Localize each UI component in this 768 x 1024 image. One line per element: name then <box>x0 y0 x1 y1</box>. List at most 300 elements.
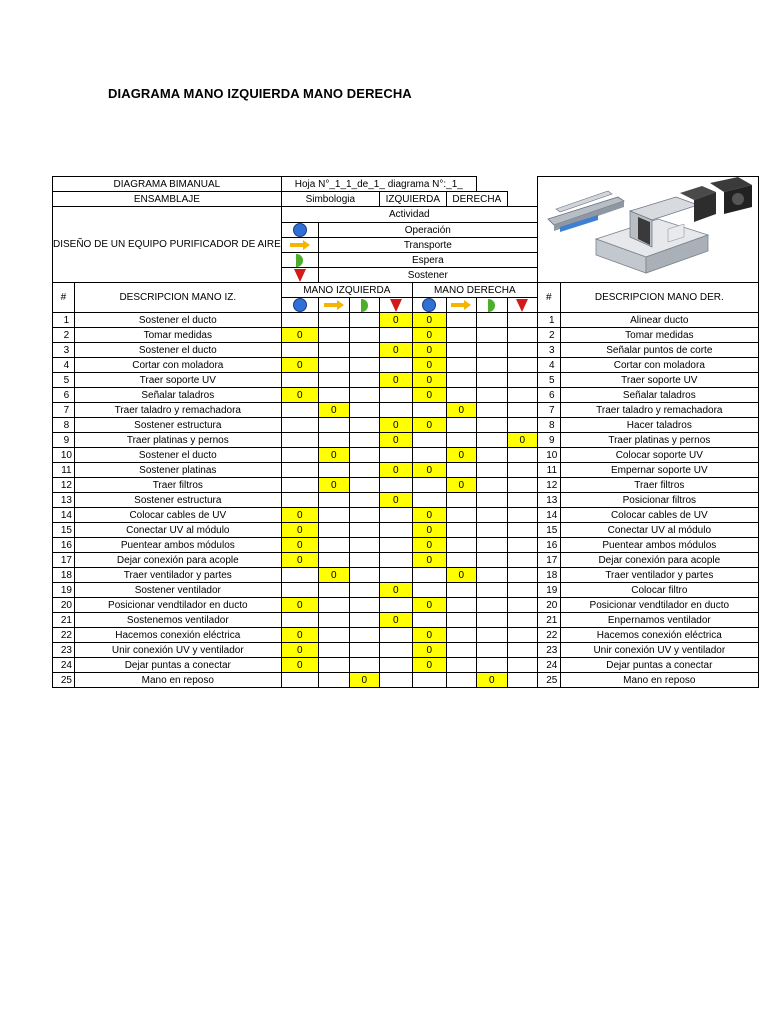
diagram-type: DIAGRAMA BIMANUAL <box>53 177 282 192</box>
derecha-label: DERECHA <box>446 192 507 207</box>
left-wait-cell <box>349 388 379 403</box>
row-number-left: 3 <box>53 343 75 358</box>
right-operation-cell: 0 <box>412 598 446 613</box>
row-number-left: 10 <box>53 448 75 463</box>
legend-operation-label: Operación <box>318 223 537 238</box>
table-row <box>53 448 759 463</box>
row-number-right: 6 <box>537 388 560 403</box>
right-hold-cell <box>507 553 537 568</box>
left-hold-cell <box>379 643 412 658</box>
right-hold-cell <box>507 538 537 553</box>
row-number-left: 5 <box>53 373 75 388</box>
left-wait-cell <box>349 463 379 478</box>
left-hand-description: Mano en reposo <box>74 673 281 688</box>
right-operation-cell: 0 <box>412 538 446 553</box>
col-desc-left: DESCRIPCION MANO IZ. <box>74 283 281 313</box>
row-number-right: 14 <box>537 508 560 523</box>
right-hold-cell <box>507 568 537 583</box>
right-transport-cell <box>446 508 476 523</box>
right-wait-cell <box>476 448 507 463</box>
row-number-right: 22 <box>537 628 560 643</box>
left-hold-cell: 0 <box>379 373 412 388</box>
right-wait-cell <box>476 583 507 598</box>
right-hand-description: Traer taladro y remachadora <box>560 403 758 418</box>
left-operation-cell <box>281 343 318 358</box>
left-hand-description: Hacemos conexión eléctrica <box>74 628 281 643</box>
page-title: DIAGRAMA MANO IZQUIERDA MANO DERECHA <box>108 86 412 101</box>
left-hold-col <box>379 298 412 313</box>
right-wait-cell <box>476 358 507 373</box>
left-operation-cell: 0 <box>281 553 318 568</box>
left-hold-cell: 0 <box>379 493 412 508</box>
left-operation-cell <box>281 478 318 493</box>
left-transport-cell <box>318 463 349 478</box>
left-transport-cell <box>318 643 349 658</box>
row-number-left: 24 <box>53 658 75 673</box>
purifier-render-svg <box>538 177 758 279</box>
operation-circle-icon <box>293 223 307 237</box>
left-operation-cell <box>281 448 318 463</box>
left-hand-description: Sostener el ducto <box>74 448 281 463</box>
right-hold-cell <box>507 583 537 598</box>
table-row <box>53 388 759 403</box>
left-wait-cell <box>349 433 379 448</box>
right-hand-description: Posicionar filtros <box>560 493 758 508</box>
left-hand-description: Sostener ventilador <box>74 583 281 598</box>
right-transport-cell <box>446 328 476 343</box>
izquierda-label: IZQUIERDA <box>379 192 446 207</box>
right-wait-cell <box>476 643 507 658</box>
right-transport-cell: 0 <box>446 403 476 418</box>
table-row <box>53 508 759 523</box>
row-number-right: 19 <box>537 583 560 598</box>
row-number-left: 11 <box>53 463 75 478</box>
right-hand-description: Conectar UV al módulo <box>560 523 758 538</box>
row-number-right: 9 <box>537 433 560 448</box>
right-transport-cell <box>446 433 476 448</box>
left-operation-cell: 0 <box>281 538 318 553</box>
right-operation-cell <box>412 583 446 598</box>
right-hold-cell: 0 <box>507 433 537 448</box>
right-wait-cell <box>476 433 507 448</box>
right-hand-description: Traer soporte UV <box>560 373 758 388</box>
left-wait-cell <box>349 628 379 643</box>
right-transport-cell <box>446 463 476 478</box>
right-wait-cell: 0 <box>476 673 507 688</box>
left-hold-cell: 0 <box>379 418 412 433</box>
right-wait-cell <box>476 463 507 478</box>
left-operation-cell <box>281 403 318 418</box>
table-row <box>53 673 759 688</box>
right-transport-cell <box>446 643 476 658</box>
legend-hold-symbol <box>281 268 318 283</box>
right-hold-cell <box>507 658 537 673</box>
right-operation-cell <box>412 433 446 448</box>
row-number-left: 15 <box>53 523 75 538</box>
left-operation-cell <box>281 613 318 628</box>
table-row <box>53 568 759 583</box>
right-wait-cell <box>476 493 507 508</box>
left-hand-description: Sostener estructura <box>74 493 281 508</box>
operation-circle-icon <box>293 298 307 312</box>
left-wait-cell <box>349 568 379 583</box>
left-hand-description: Sostener el ducto <box>74 313 281 328</box>
row-number-right: 12 <box>537 478 560 493</box>
row-number-right: 8 <box>537 418 560 433</box>
left-hold-cell <box>379 328 412 343</box>
row-number-left: 23 <box>53 643 75 658</box>
right-hand-description: Posicionar vendtilador en ducto <box>560 598 758 613</box>
right-wait-cell <box>476 508 507 523</box>
left-transport-cell: 0 <box>318 568 349 583</box>
left-hand-description: Cortar con moladora <box>74 358 281 373</box>
right-wait-cell <box>476 373 507 388</box>
left-transport-cell: 0 <box>318 478 349 493</box>
left-operation-cell <box>281 373 318 388</box>
left-operation-cell: 0 <box>281 643 318 658</box>
col-num-right: # <box>537 283 560 313</box>
left-transport-cell <box>318 418 349 433</box>
right-hand-description: Tomar medidas <box>560 328 758 343</box>
row-number-right: 20 <box>537 598 560 613</box>
right-hold-cell <box>507 403 537 418</box>
left-wait-cell <box>349 658 379 673</box>
left-wait-cell: 0 <box>349 673 379 688</box>
table-row <box>53 478 759 493</box>
table-row <box>53 523 759 538</box>
left-hand-description: Sostenemos ventilador <box>74 613 281 628</box>
right-transport-cell <box>446 358 476 373</box>
right-hand-description: Alinear ducto <box>560 313 758 328</box>
right-hold-cell <box>507 313 537 328</box>
col-num-left: # <box>53 283 75 313</box>
right-hold-cell <box>507 493 537 508</box>
row-number-left: 25 <box>53 673 75 688</box>
process-name: ENSAMBLAJE <box>53 192 282 207</box>
row-number-left: 1 <box>53 313 75 328</box>
left-operation-cell: 0 <box>281 598 318 613</box>
bimanual-chart-table <box>52 176 759 688</box>
row-number-left: 18 <box>53 568 75 583</box>
table-row <box>53 358 759 373</box>
right-operation-cell: 0 <box>412 508 446 523</box>
table-row <box>53 373 759 388</box>
table-row <box>53 328 759 343</box>
hold-triangle-icon <box>294 269 306 282</box>
left-hand-description: Sostener platinas <box>74 463 281 478</box>
left-hold-cell <box>379 538 412 553</box>
left-transport-cell <box>318 658 349 673</box>
row-number-right: 4 <box>537 358 560 373</box>
left-transport-cell <box>318 673 349 688</box>
left-operation-cell <box>281 583 318 598</box>
left-wait-cell <box>349 598 379 613</box>
left-transport-cell <box>318 583 349 598</box>
left-hold-cell: 0 <box>379 313 412 328</box>
left-hold-cell <box>379 658 412 673</box>
sheet-info: Hoja N°_1_1_de_1_ diagrama N°:_1_ <box>281 177 476 192</box>
wait-d-icon <box>361 299 368 312</box>
right-transport-cell <box>446 523 476 538</box>
row-number-right: 2 <box>537 328 560 343</box>
right-operation-cell <box>412 568 446 583</box>
right-transport-cell: 0 <box>446 568 476 583</box>
right-hand-description: Enpernamos ventilador <box>560 613 758 628</box>
left-wait-cell <box>349 493 379 508</box>
column-header-row <box>53 283 759 298</box>
right-operation-cell <box>412 673 446 688</box>
left-operation-cell <box>281 463 318 478</box>
row-number-right: 15 <box>537 523 560 538</box>
left-wait-cell <box>349 538 379 553</box>
right-operation-cell: 0 <box>412 343 446 358</box>
right-transport-cell <box>446 538 476 553</box>
row-number-right: 25 <box>537 673 560 688</box>
right-transport-cell: 0 <box>446 448 476 463</box>
table-row <box>53 343 759 358</box>
left-operation-cell: 0 <box>281 628 318 643</box>
row-number-left: 4 <box>53 358 75 373</box>
row-number-left: 13 <box>53 493 75 508</box>
left-hand-description: Señalar taladros <box>74 388 281 403</box>
row-number-left: 21 <box>53 613 75 628</box>
left-hand-description: Colocar cables de UV <box>74 508 281 523</box>
row-number-right: 3 <box>537 343 560 358</box>
right-operation-cell <box>412 403 446 418</box>
hold-triangle-icon <box>516 299 528 312</box>
left-hold-cell <box>379 523 412 538</box>
row-number-right: 24 <box>537 658 560 673</box>
wait-d-icon <box>488 299 495 312</box>
row-number-left: 6 <box>53 388 75 403</box>
row-number-right: 5 <box>537 373 560 388</box>
right-wait-cell <box>476 343 507 358</box>
left-wait-cell <box>349 583 379 598</box>
left-transport-cell <box>318 493 349 508</box>
right-wait-col <box>476 298 507 313</box>
left-hand-description: Dejar conexión para acople <box>74 553 281 568</box>
left-wait-cell <box>349 523 379 538</box>
row-number-left: 19 <box>53 583 75 598</box>
legend-hold-label: Sostener <box>318 268 537 283</box>
row-number-right: 23 <box>537 643 560 658</box>
right-operation-cell: 0 <box>412 328 446 343</box>
table-row <box>53 598 759 613</box>
left-wait-cell <box>349 448 379 463</box>
right-transport-cell <box>446 313 476 328</box>
right-hold-cell <box>507 373 537 388</box>
left-hand-description: Conectar UV al módulo <box>74 523 281 538</box>
left-hand-description: Sostener estructura <box>74 418 281 433</box>
left-transport-cell <box>318 538 349 553</box>
left-hand-description: Sostener el ducto <box>74 343 281 358</box>
row-number-right: 13 <box>537 493 560 508</box>
left-wait-col <box>349 298 379 313</box>
right-wait-cell <box>476 523 507 538</box>
left-hand-description: Traer platinas y pernos <box>74 433 281 448</box>
left-transport-col <box>318 298 349 313</box>
right-hold-cell <box>507 613 537 628</box>
left-operation-cell: 0 <box>281 388 318 403</box>
left-wait-cell <box>349 643 379 658</box>
row-number-right: 16 <box>537 538 560 553</box>
right-transport-cell <box>446 598 476 613</box>
row-number-right: 11 <box>537 463 560 478</box>
col-mano-derecha: MANO DERECHA <box>412 283 537 298</box>
right-hand-description: Dejar puntas a conectar <box>560 658 758 673</box>
left-transport-cell <box>318 433 349 448</box>
right-transport-cell <box>446 388 476 403</box>
simbologia-label: Simbologia <box>281 192 379 207</box>
left-hand-description: Puentear ambos módulos <box>74 538 281 553</box>
right-wait-cell <box>476 328 507 343</box>
row-number-left: 2 <box>53 328 75 343</box>
right-hold-cell <box>507 358 537 373</box>
right-hand-description: Traer ventilador y partes <box>560 568 758 583</box>
left-hold-cell: 0 <box>379 583 412 598</box>
left-hold-cell: 0 <box>379 433 412 448</box>
left-hand-description: Traer taladro y remachadora <box>74 403 281 418</box>
right-hand-description: Hacer taladros <box>560 418 758 433</box>
right-hold-col <box>507 298 537 313</box>
left-hold-cell <box>379 388 412 403</box>
right-hold-cell <box>507 478 537 493</box>
left-hand-description: Traer soporte UV <box>74 373 281 388</box>
right-transport-cell <box>446 673 476 688</box>
right-hand-description: Colocar soporte UV <box>560 448 758 463</box>
left-transport-cell: 0 <box>318 403 349 418</box>
left-hold-cell <box>379 448 412 463</box>
row-number-left: 16 <box>53 538 75 553</box>
table-row <box>53 403 759 418</box>
right-transport-cell <box>446 613 476 628</box>
legend-wait-symbol <box>281 253 318 268</box>
right-wait-cell <box>476 538 507 553</box>
right-wait-cell <box>476 568 507 583</box>
right-wait-cell <box>476 628 507 643</box>
row-number-left: 9 <box>53 433 75 448</box>
right-operation-cell: 0 <box>412 658 446 673</box>
right-operation-cell: 0 <box>412 553 446 568</box>
table-row <box>53 628 759 643</box>
right-transport-cell <box>446 373 476 388</box>
left-hand-description: Tomar medidas <box>74 328 281 343</box>
row-number-left: 22 <box>53 628 75 643</box>
left-hold-cell <box>379 358 412 373</box>
left-hold-cell <box>379 568 412 583</box>
row-number-left: 8 <box>53 418 75 433</box>
right-hand-description: Colocar cables de UV <box>560 508 758 523</box>
left-transport-cell <box>318 598 349 613</box>
left-wait-cell <box>349 313 379 328</box>
right-operation-cell: 0 <box>412 463 446 478</box>
legend-operation-symbol <box>281 223 318 238</box>
right-operation-cell: 0 <box>412 523 446 538</box>
table-row <box>53 433 759 448</box>
left-wait-cell <box>349 403 379 418</box>
right-operation-cell <box>412 613 446 628</box>
right-hand-description: Hacemos conexión eléctrica <box>560 628 758 643</box>
right-hand-description: Señalar taladros <box>560 388 758 403</box>
right-hold-cell <box>507 388 537 403</box>
table-row <box>53 553 759 568</box>
left-hand-description: Unir conexión UV y ventilador <box>74 643 281 658</box>
left-hold-cell: 0 <box>379 463 412 478</box>
row-number-left: 17 <box>53 553 75 568</box>
left-hold-cell <box>379 673 412 688</box>
row-number-left: 14 <box>53 508 75 523</box>
left-operation-cell <box>281 433 318 448</box>
left-operation-cell <box>281 568 318 583</box>
right-hand-description: Colocar filtro <box>560 583 758 598</box>
row-number-right: 1 <box>537 313 560 328</box>
left-transport-cell <box>318 328 349 343</box>
right-hand-description: Dejar conexión para acople <box>560 553 758 568</box>
col-desc-right: DESCRIPCION MANO DER. <box>560 283 758 313</box>
right-transport-col <box>446 298 476 313</box>
left-wait-cell <box>349 613 379 628</box>
left-operation-col <box>281 298 318 313</box>
left-operation-cell: 0 <box>281 358 318 373</box>
left-transport-cell <box>318 628 349 643</box>
left-wait-cell <box>349 508 379 523</box>
row-number-right: 7 <box>537 403 560 418</box>
left-operation-cell: 0 <box>281 508 318 523</box>
right-hand-description: Mano en reposo <box>560 673 758 688</box>
left-transport-cell: 0 <box>318 448 349 463</box>
left-transport-cell <box>318 388 349 403</box>
right-hold-cell <box>507 508 537 523</box>
left-hold-cell: 0 <box>379 613 412 628</box>
left-wait-cell <box>349 418 379 433</box>
right-hold-cell <box>507 628 537 643</box>
legend-transport-symbol <box>281 238 318 253</box>
left-hand-description: Traer ventilador y partes <box>74 568 281 583</box>
right-hold-cell <box>507 598 537 613</box>
right-transport-cell <box>446 628 476 643</box>
right-operation-cell <box>412 448 446 463</box>
actividad-label: Actividad <box>281 207 537 223</box>
right-operation-cell: 0 <box>412 358 446 373</box>
right-transport-cell <box>446 343 476 358</box>
wait-d-icon <box>296 254 303 267</box>
transport-arrow-icon <box>324 300 344 310</box>
left-transport-cell <box>318 373 349 388</box>
right-hold-cell <box>507 523 537 538</box>
right-hold-cell <box>507 328 537 343</box>
right-wait-cell <box>476 553 507 568</box>
right-wait-cell <box>476 418 507 433</box>
left-transport-cell <box>318 523 349 538</box>
right-hand-description: Traer filtros <box>560 478 758 493</box>
right-operation-cell: 0 <box>412 388 446 403</box>
right-transport-cell <box>446 418 476 433</box>
row-number-right: 10 <box>537 448 560 463</box>
left-transport-cell <box>318 313 349 328</box>
left-hold-cell: 0 <box>379 343 412 358</box>
row-number-left: 20 <box>53 598 75 613</box>
right-operation-col <box>412 298 446 313</box>
header-row-1 <box>53 177 759 192</box>
right-hand-description: Traer platinas y pernos <box>560 433 758 448</box>
left-wait-cell <box>349 328 379 343</box>
legend-transport-label: Transporte <box>318 238 537 253</box>
row-number-right: 18 <box>537 568 560 583</box>
right-operation-cell: 0 <box>412 643 446 658</box>
left-operation-cell: 0 <box>281 328 318 343</box>
right-operation-cell: 0 <box>412 373 446 388</box>
table-row <box>53 313 759 328</box>
